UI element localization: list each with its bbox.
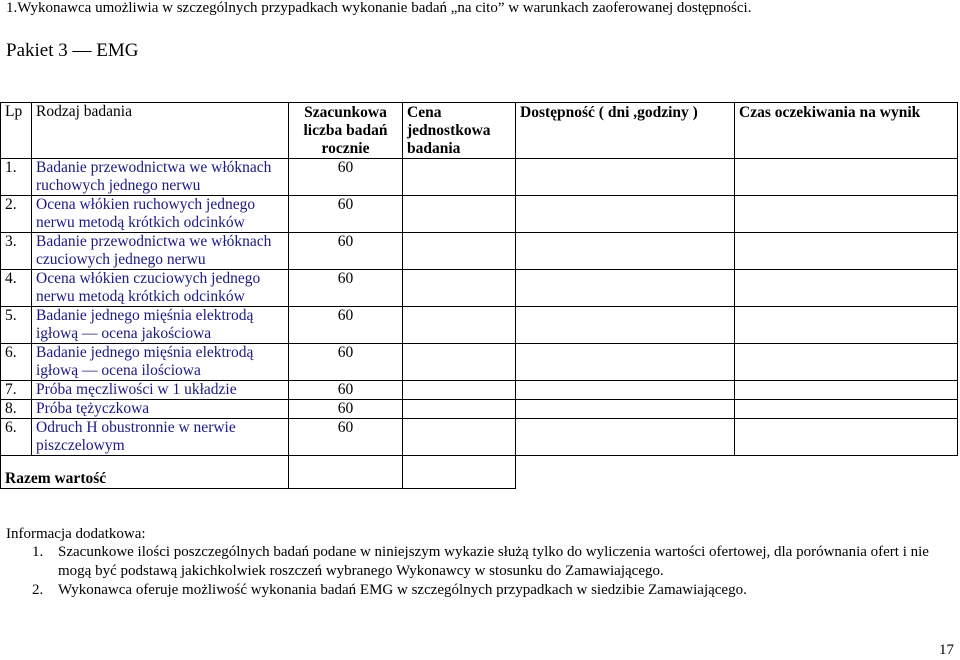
total-row — [1, 456, 958, 489]
row-lp: 8. — [1, 400, 32, 419]
row-name: Ocena włókien czuciowych jednego nerwu metodą krótkich odcinków — [32, 270, 289, 307]
table-row — [1, 196, 958, 233]
note-number: 2. — [32, 582, 44, 598]
row-qty: 60 — [289, 381, 403, 400]
row-price — [403, 400, 516, 419]
emg-price-table — [0, 102, 958, 489]
row-name: Próba tężyczkowa — [32, 400, 289, 419]
row-price — [403, 159, 516, 196]
header-price: Cena jednostkowa badania — [403, 103, 516, 159]
row-qty: 60 — [289, 400, 403, 419]
row-lp: 3. — [1, 233, 32, 270]
table-row — [1, 270, 958, 307]
row-availability — [516, 270, 735, 307]
row-wait-time — [735, 381, 958, 400]
total-label: Razem wartość — [1, 456, 289, 489]
header-qty: Szacunkowa liczba badań rocznie — [289, 103, 403, 159]
row-price — [403, 419, 516, 456]
row-wait-time — [735, 307, 958, 344]
row-wait-time — [735, 159, 958, 196]
total-qty-cell — [289, 456, 403, 489]
row-wait-time — [735, 344, 958, 381]
row-qty: 60 — [289, 233, 403, 270]
row-price — [403, 196, 516, 233]
table-row — [1, 381, 958, 400]
row-price — [403, 307, 516, 344]
note-item — [32, 543, 952, 581]
row-qty: 60 — [289, 270, 403, 307]
table-row — [1, 307, 958, 344]
row-availability — [516, 307, 735, 344]
row-name: Badanie przewodnictwa we włóknach czuciowych jednego nerwu — [32, 233, 289, 270]
note-item — [32, 581, 952, 600]
row-qty: 60 — [289, 196, 403, 233]
row-name: Ocena włókien ruchowych jednego nerwu metodą krótkich odcinków — [32, 196, 289, 233]
row-name: Próba męczliwości w 1 układzie — [32, 381, 289, 400]
row-availability — [516, 381, 735, 400]
row-availability — [516, 419, 735, 456]
info-label: Informacja dodatkowa: — [6, 526, 146, 542]
row-availability — [516, 196, 735, 233]
row-availability — [516, 233, 735, 270]
table-row — [1, 344, 958, 381]
note-number: 1. — [32, 544, 44, 560]
header-availability: Dostępność ( dni ,godziny ) — [516, 103, 735, 159]
row-lp: 6. — [1, 344, 32, 381]
top-note: 1.Wykonawca umożliwia w szczególnych przypadkach wykonanie badań „na cito” w warunkach zaoferowanej dostępności. — [6, 0, 752, 16]
table-row — [1, 419, 958, 456]
row-qty: 60 — [289, 344, 403, 381]
row-lp: 4. — [1, 270, 32, 307]
header-name: Rodzaj badania — [32, 103, 289, 159]
row-lp: 2. — [1, 196, 32, 233]
header-lp: Lp — [1, 103, 32, 159]
row-name: Badanie przewodnictwa we włóknach ruchowych jednego nerwu — [32, 159, 289, 196]
package-title: Pakiet 3 — EMG — [6, 40, 139, 61]
note-text: Szacunkowe ilości poszczególnych badań podane w niniejszym wykazie służą tylko do wyliczenia wartości ofertowej, dla porównania ofert i nie mogą być podstawą jakichkolwiek roszczeń wybranego Wykonawcy w stosunku do Zamawiającego. — [58, 544, 929, 579]
row-wait-time — [735, 196, 958, 233]
note-text: Wykonawca oferuje możliwość wykonania badań EMG w szczególnych przypadkach w siedzibie Zamawiającego. — [58, 582, 747, 598]
row-price — [403, 270, 516, 307]
row-wait-time — [735, 400, 958, 419]
row-availability — [516, 159, 735, 196]
table-row — [1, 159, 958, 196]
row-qty: 60 — [289, 419, 403, 456]
table-row — [1, 233, 958, 270]
row-availability — [516, 344, 735, 381]
row-wait-time — [735, 270, 958, 307]
row-qty: 60 — [289, 307, 403, 344]
row-price — [403, 233, 516, 270]
row-lp: 5. — [1, 307, 32, 344]
row-name: Badanie jednego mięśnia elektrodą igłową — ocena jakościowa — [32, 307, 289, 344]
row-lp: 1. — [1, 159, 32, 196]
row-price — [403, 381, 516, 400]
row-lp: 6. — [1, 419, 32, 456]
table-header-row — [1, 103, 958, 159]
row-qty: 60 — [289, 159, 403, 196]
header-wait-time: Czas oczekiwania na wynik — [735, 103, 958, 159]
row-name: Badanie jednego mięśnia elektrodą igłową — ocena ilościowa — [32, 344, 289, 381]
page-number: 17 — [939, 642, 954, 658]
row-availability — [516, 400, 735, 419]
row-wait-time — [735, 233, 958, 270]
table-row — [1, 400, 958, 419]
row-wait-time — [735, 419, 958, 456]
notes-list — [32, 543, 952, 600]
total-price-cell — [403, 456, 516, 489]
row-price — [403, 344, 516, 381]
row-name: Odruch H obustronnie w nerwie piszczelowym — [32, 419, 289, 456]
row-lp: 7. — [1, 381, 32, 400]
